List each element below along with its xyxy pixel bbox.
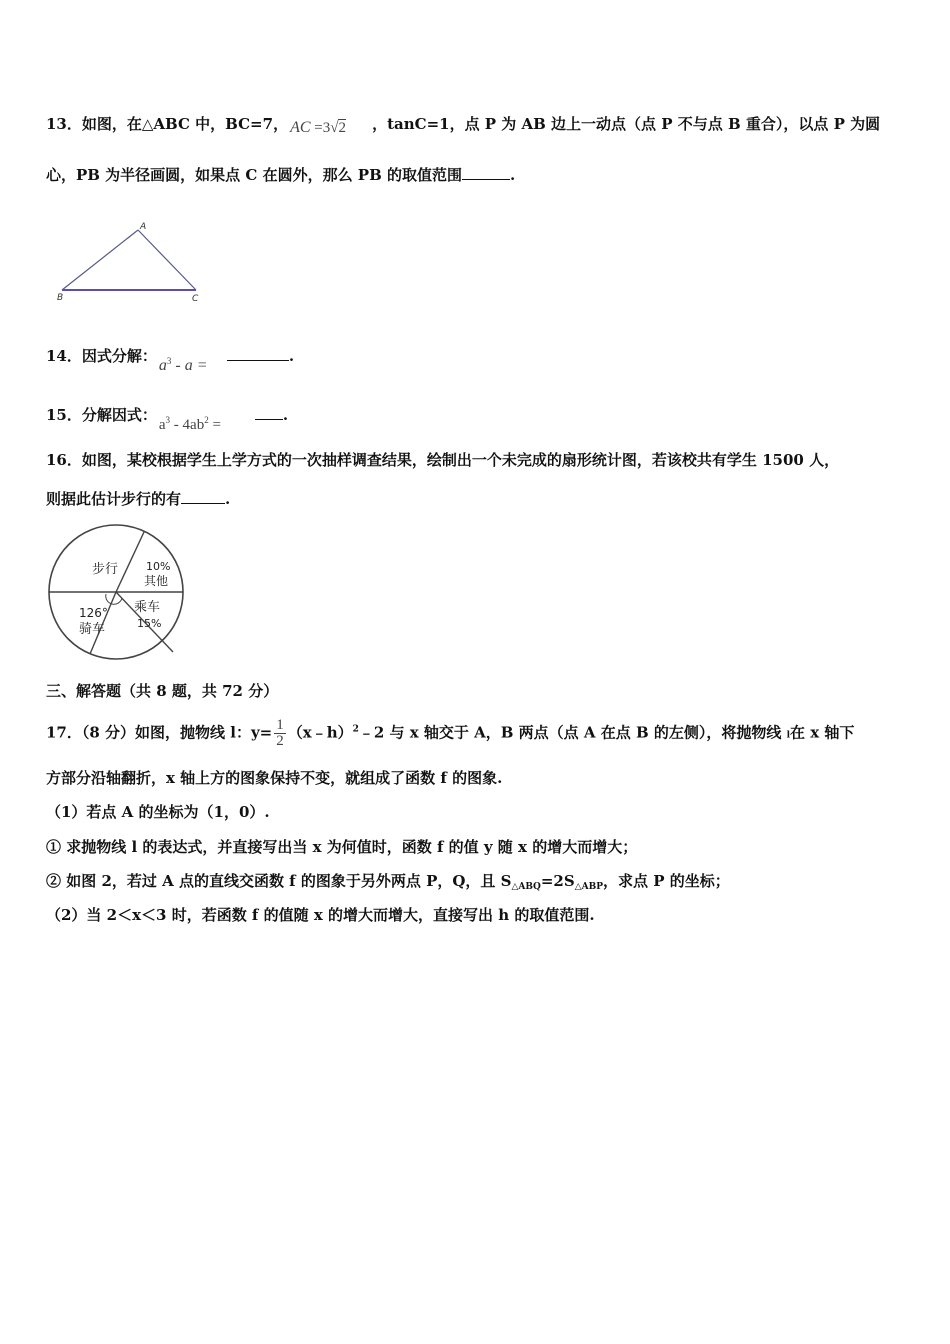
q17-part1: （1）若点 A 的坐标为（1，0）. (46, 803, 270, 821)
q15-label: 15．分解因式： (46, 406, 157, 424)
q17-text-sup: 2 (352, 724, 359, 735)
triangle-side-ba (62, 230, 138, 290)
q13-formula-ac: AC (290, 119, 311, 136)
pie-label-bus-pct: 15% (137, 617, 162, 630)
q16-line1: 16．如图，某校根据学生上学方式的一次抽样调查结果，绘制出一个未完成的扇形统计图，若该校共有学生 1500 人， (46, 451, 840, 469)
q17-text-l: l (786, 730, 791, 741)
triangle-side-ac (138, 230, 196, 290)
q17-item2-c: ，求点 P 的坐标； (602, 872, 730, 890)
q15-answer-blank[interactable] (255, 404, 283, 420)
triangle-label-a: A (140, 222, 147, 232)
q17-text-b: （x﹣h） (287, 723, 353, 742)
sqrt-sign: √ (330, 120, 339, 136)
q17-item2-sub2: △ABP (574, 882, 603, 892)
q13-triangle-figure (54, 218, 204, 306)
q17-frac-den: 2 (276, 733, 284, 749)
section3-heading: 三、解答题（共 8 题，共 72 分） (46, 682, 279, 700)
q17-text-d: 在 x 轴下 (790, 723, 855, 742)
q17-frac-num: 1 (276, 717, 284, 733)
q17-item2 (46, 871, 730, 897)
q14-end: . (288, 347, 295, 365)
pie-label-bus: 乘车 (134, 600, 161, 615)
q15-expr-exp2: 2 (204, 415, 209, 425)
q14-answer-blank[interactable] (227, 345, 289, 361)
pie-label-other-pct: 10% (146, 560, 171, 573)
q15-line (46, 404, 289, 433)
q13-formula-radicand: 2 (338, 120, 346, 136)
q14-line (46, 345, 295, 374)
q15-expr-eq: = (208, 417, 221, 433)
q13-formula-eq: =3 (310, 120, 331, 136)
q15-expr-mid: - 4ab (170, 417, 205, 433)
q16-text-line2: 则据此估计步行的有 (46, 490, 182, 508)
q17-part2: （2）当 2＜x＜3 时，若函数 f 的值随 x 的增大而增大，直接写出 h 的取值范围. (46, 906, 595, 924)
q15-end: . (282, 406, 289, 424)
q14-expr-rest: - a = (171, 357, 208, 374)
q13-text-part2: ，tanC=1，点 P 为 AB 边上一动点（点 P 不与点 B 重合），以点 P 为圆 (372, 115, 881, 133)
q14-expr-exp: 3 (166, 356, 172, 366)
q13-answer-blank[interactable] (462, 164, 510, 180)
q17-text-a: 17．（8 分）如图，抛物线 l：y= (46, 723, 273, 742)
q15-expr-a: a (158, 417, 166, 433)
q17-text-c: ﹣2 与 x 轴交于 A，B 两点（点 A 在点 B 的左侧），将抛物线 (358, 723, 787, 742)
q14-label: 14．因式分解： (46, 347, 157, 365)
q17-item1: ① 求抛物线 l 的表达式，并直接写出当 x 为何值时，函数 f 的值 y 随 x 的增大而增大； (46, 838, 638, 856)
pie-label-bike: 骑车 (79, 622, 106, 637)
q17-item2-b: =2S (540, 872, 575, 890)
q15-expr-exp: 3 (165, 415, 171, 425)
q17-item2-a: ② 如图 2，若过 A 点的直线交函数 f 的图象于另外两点 P，Q，且 S (46, 872, 512, 890)
q17-line1 (46, 718, 854, 749)
q13-line1 (46, 114, 880, 134)
q16-answer-blank[interactable] (181, 488, 225, 504)
triangle-label-b: B (57, 293, 64, 303)
q14-expr-a: a (158, 357, 167, 374)
q16-line2-end: . (225, 490, 231, 508)
q17-fraction (274, 718, 286, 749)
q16-line2 (46, 488, 230, 509)
q16-pie-chart (46, 522, 186, 662)
q13-text-line2: 心，PB 为半径画圆，如果点 C 在圆外，那么 PB 的取值范围 (46, 166, 462, 184)
pie-divider-other (116, 532, 144, 592)
q13-line2 (46, 164, 515, 185)
pie-label-walk: 步行 (92, 562, 119, 577)
q13-text-part1: 13．如图，在△ABC 中，BC=7， (46, 115, 289, 133)
triangle-label-c: C (192, 294, 199, 304)
pie-label-other: 其他 (144, 574, 169, 588)
pie-label-bike-angle: 126° (79, 606, 108, 620)
q13-line2-end: . (509, 166, 516, 184)
q17-item2-sub1: △ABQ (511, 882, 541, 892)
q17-line2: 方部分沿轴翻折，x 轴上方的图象保持不变，就组成了函数 f 的图象. (46, 769, 503, 787)
